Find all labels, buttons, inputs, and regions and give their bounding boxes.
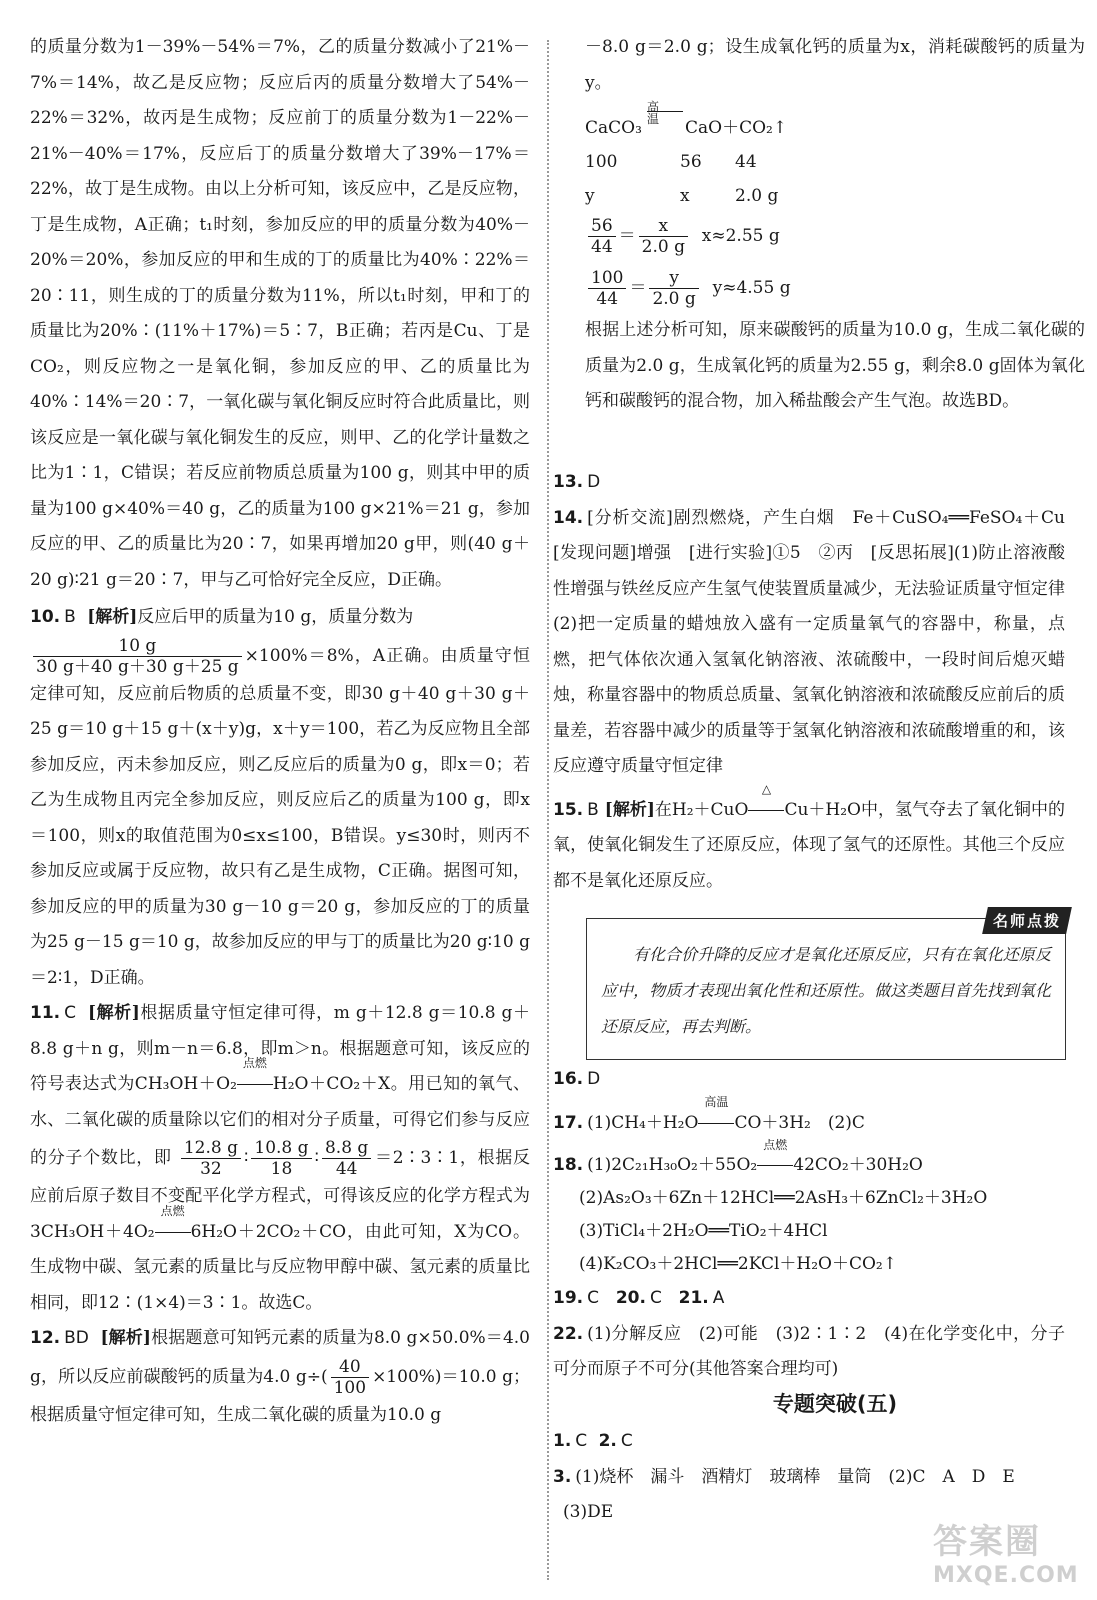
frac-den: 2.0 g [652, 289, 696, 309]
q14-text: [分析交流]剧烈燃烧，产生白烟 Fe＋CuSO₄══FeSO₄＋Cu [发现问题]增强 [进行实验]①5 ②丙 [反思拓展](1)防止溶液酸性增强与铁丝反应产生氢气使装置质量减少，无法验证质量守恒定律 (2)把一定质量的蜡烛放入盛有一定质量氧气的容器中，称量，点燃，把气体依次通入氢氧化钠溶液、浓硫酸中，一段时间后熄灭蜡烛，称量容器中的物质总质量、氢氧化钠溶液和浓硫酸反应前后的质量差，若容器中减少的质量等于氢氧化钠溶液和浓硫酸增重的和，该反应遵守质量守恒定律 [553, 507, 1082, 776]
q20-choice: C [649, 1288, 662, 1308]
s3-text-b: (3)DE [563, 1502, 614, 1522]
q17-number: 17. [553, 1112, 584, 1133]
reaction-condition: 点燃 [242, 1056, 267, 1070]
q19-choice: C [587, 1288, 599, 1308]
q18-2: (2)As₂O₃＋6Zn＋12HCl══2AsH₃＋6ZnCl₂＋3H₂O [579, 1188, 988, 1208]
watermark-top: 答案圈 [933, 1522, 1041, 1562]
q9-analysis-continued: 的质量分数为1－39%－54%＝7%，乙的质量分数减小了21%－7%＝14%，故乙是反应物；反应后丙的质量分数增大了54%－22%＝32%，故丙是生成物；反应前丁的质量分数为1－22%－21%－40%＝17%，反应后丁的质量分数增大了39%－17%＝22%，故丁是生成物。由以上分析可知，该反应中，乙是反应物，丁是生成物，A正确；t₁时刻，参加反应的甲的质量分数为40%－20%＝20%，参加反应的甲和生成的丁的质量比为40%∶22%＝20∶11，则生成的丁的质量分数为11%，所以t₁时刻，甲和丁的质量比为20%∶(11%＋17%)＝5∶7，B正确；若丙是Cu、丁是CO₂，则反应物之一是氧化铜，参加反应的甲、乙的质量比为40%∶14%＝20∶7，一氧化碳与氧化铜反应时符合此质量比，则该反应是一氧化碳与氧化铜发生的反应，则甲、乙的化学计量数之比为1∶1，C错误；若反应前物质总质量为100 g，则其中甲的质量为100 g×40%＝40 g，乙的质量为100 g×21%＝21 g，参加反应的甲、乙的质量比为20∶7，如果再增加20 g甲，则(40 g＋20 g)∶21 g＝20∶7，甲与乙可恰好完全反应，D正确。 [30, 37, 530, 590]
calc-row-masses [585, 145, 1085, 179]
teacher-tip-box [586, 912, 1066, 1060]
reaction-condition: 点燃 [160, 1203, 185, 1218]
frac-den: 44 [335, 1159, 358, 1179]
frac-num: y [649, 268, 698, 289]
reaction-arrow [748, 781, 784, 829]
reaction-condition: 高温 [704, 1094, 729, 1109]
eq-reactant: CaCO₃ [585, 118, 642, 138]
reaction-arrow [237, 1056, 273, 1103]
frac-den: 44 [591, 237, 613, 257]
s2-choice: C [620, 1431, 633, 1451]
s3-number: 3. [553, 1466, 572, 1487]
q10-fraction [33, 636, 242, 677]
watermark-bottom: MXQE.COM [933, 1563, 1079, 1588]
s3-text-a: (1)烧杯 漏斗 酒精灯 玻璃棒 量筒 (2)C A D E [575, 1466, 1015, 1487]
reaction-condition: △ [761, 781, 772, 796]
q14-answer [553, 501, 1082, 785]
q18-number: 18. [553, 1155, 584, 1175]
reaction-arrow [757, 1138, 793, 1182]
calc-cell: 2.0 g [735, 186, 779, 206]
q22-number: 22. [553, 1323, 584, 1344]
q12-text-b: ×100%)＝10.0 g；根据质量守恒定律可知，生成二氧化碳的质量为10.0 g [30, 1366, 530, 1425]
q16-number: 16. [553, 1069, 584, 1089]
q12-answer [30, 1321, 530, 1433]
q17-text-b: CO＋3H₂ (2)C [734, 1112, 865, 1133]
right-answers-block-2 [553, 1062, 1065, 1388]
q11-text-a: 根据质量守恒定律可得，m g＋12.8 g＝10.8 g＋8.8 g＋n g，则m－n＝6.8，即m＞n。根据题意可知，该反应的符号表达式为CH₃OH＋O₂ [30, 1003, 531, 1094]
q11-text-b: H₂O＋CO₂＋X。用已知的氧气、水、二氧化碳的质量除以它们的相对分子质量，可得它们参与反应的分子个数比，即 [30, 1074, 530, 1168]
frac-den: 18 [270, 1159, 293, 1179]
frac-den: 44 [596, 289, 619, 309]
q20-number: 20. [615, 1288, 646, 1308]
q12-number: 12. [30, 1328, 61, 1348]
q16-answer [553, 1062, 1065, 1098]
q18-1a: (1)2C₂₁H₃₀O₂＋55O₂ [587, 1155, 758, 1175]
calc-cell: x [680, 186, 690, 206]
q22-text: (1)分解反应 (2)可能 (3)2∶1∶2 (4)在化学变化中，分子可分而原子不可分(其他答案合理均可) [553, 1323, 1065, 1379]
q15-choice: B [587, 799, 599, 820]
frac-num: 56 [588, 216, 616, 237]
q11-frac-3 [322, 1138, 371, 1179]
q15-text-a: 在H₂＋CuO [654, 799, 749, 820]
q16-choice: D [587, 1069, 601, 1089]
q15-text-b: Cu＋H₂O中，氢气夺去了氧化铜中的氧，使氧化铜发生了还原反应，体现了氢气的还原性。其他三个反应都不是氧化还原反应。 [553, 799, 1065, 891]
section-title: 专题突破(五) [772, 1392, 898, 1416]
q12-conclusion: 根据上述分析可知，原来碳酸钙的质量为10.0 g，生成二氧化碳的质量为2.0 g，生成氧化钙的质量为2.55 g，剩余8.0 g固体为氧化钙和碳酸钙的混合物，加入稀盐酸会产生气泡。故选BD。 [585, 320, 1085, 411]
q14-number: 14. [553, 507, 584, 528]
q18-answer [553, 1138, 1065, 1281]
q11-text-c: ＝2∶3∶1，根据反应前后原子数目不变配平化学方程式，可得该反应的化学方程式为3CH₃OH＋4O₂ [30, 1148, 531, 1242]
calc-equation: CaCO₃ 高温 CaO＋CO₂↑ [585, 111, 1085, 145]
calc-cell: 44 [735, 152, 757, 172]
calc-proportion-2: $\frac{100}{44}$ ＝ $\frac{y}{2.0 g}$ y≈4.55 g [585, 263, 1085, 313]
q11-frac-2 [251, 1138, 311, 1179]
s1-number: 1. [553, 1431, 572, 1451]
q10-answer [30, 600, 530, 996]
q12-analysis-tag: [解析] [100, 1328, 151, 1348]
calc-cell: 56 [680, 152, 702, 172]
q10-choice: B [64, 607, 76, 627]
fraction [588, 216, 616, 257]
q12-continued: －8.0 g＝2.0 g；设生成氧化钙的质量为x，消耗碳酸钙的质量为y。 [585, 37, 1085, 93]
frac-num: 40 [331, 1357, 369, 1378]
frac-num: 10.8 g [251, 1138, 311, 1159]
q21-number: 21. [678, 1288, 709, 1308]
fraction [639, 216, 688, 257]
q19-21-answers [553, 1281, 1065, 1317]
frac-den: 100 [333, 1377, 367, 1398]
q17-answer [553, 1094, 1065, 1142]
calc-row-unknowns [585, 179, 1085, 213]
q17-text-a: (1)CH₄＋H₂O [587, 1112, 699, 1133]
q12-choice: BD [64, 1328, 89, 1348]
frac-num: 12.8 g [181, 1138, 241, 1159]
tip-badge [982, 907, 1072, 934]
s2-number: 2. [598, 1431, 617, 1451]
q10-analysis-tag: [解析] [87, 607, 138, 627]
frac-num: x [639, 216, 688, 237]
q10-text-b: ×100%＝8%，A正确。由质量守恒定律可知，反应前后物质的总质量不变，即30 g＋40 g＋30 g＋25 g＝10 g＋15 g＋(x＋y)g，x＋y＝100，若乙为反应物且全部参加反应，丙未参加反应，则乙反应后的质量为0 g，即x＝0；若乙为生成物且丙完全参加反应，则反应后乙的质量为100 g，即x＝100，则x的取值范围为0≤x≤100，B错误。y≤30时，则丙不参加反应或属于反应物，故只有乙是生成物，C正确。据图可知，参加反应的甲的质量为30 g－10 g＝20 g，参加反应的丁的质量为25 g－15 g＝10 g，故参加反应的甲与丁的质量比为20 g∶10 g＝2∶1，D正确。 [30, 645, 531, 988]
calc-result: y≈4.55 g [712, 278, 791, 298]
q11-analysis-tag: [解析] [87, 1003, 140, 1023]
fraction [588, 268, 626, 309]
frac-num: 100 [588, 268, 626, 289]
q11-frac-1 [181, 1138, 241, 1179]
s1-choice: C [575, 1431, 588, 1451]
right-answers-block [553, 465, 1082, 899]
q18-1b: 42CO₂＋30H₂O [793, 1155, 923, 1175]
eq-products: CaO＋CO₂↑ [685, 118, 788, 138]
reaction-arrow [155, 1203, 191, 1251]
q15-number: 15. [553, 799, 584, 820]
q21-choice: A [712, 1288, 725, 1308]
fraction [649, 268, 698, 309]
calc-cell: y [585, 186, 595, 206]
tip-text: 有化合价升降的反应才是氧化还原反应，只有在氧化还原反应中，物质才表现出氧化性和还原性。做这类题目首先找到氧化还原反应，再去判断。 [601, 945, 1051, 1036]
frac-den: 32 [200, 1159, 222, 1179]
site-watermark [933, 1514, 1083, 1594]
q11-text-d: 6H₂O＋2CO₂＋CO，由此可知，X为CO。生成物中碳、氢元素的质量比与反应物甲醇中碳、氢元素的质量比相同，即12∶(1×4)＝3∶1。故选C。 [30, 1221, 530, 1313]
q13-answer [553, 465, 1065, 501]
q18-4: (4)K₂CO₃＋2HCl══2KCl＋H₂O＋CO₂↑ [579, 1254, 897, 1274]
frac-den: 2.0 g [641, 237, 685, 257]
left-column [30, 30, 530, 1433]
q10-frac-num: 10 g [33, 636, 242, 657]
q11-number: 11. [30, 1003, 61, 1023]
q11-choice: C [64, 1003, 76, 1023]
right-column [585, 30, 1085, 420]
q18-3: (3)TiCl₄＋2H₂O══TiO₂＋4HCl [579, 1221, 828, 1241]
q13-number: 13. [553, 472, 584, 492]
q11-answer: 11. C [解析]根据质量守恒定律可得，m g＋12.8 g＝10.8 g＋8.8 g＋n g，则m－n＝6.8，即m＞n。根据题意可知，该反应的符号表达式为CH₃OH＋O₂ 点燃 H₂O＋CO₂＋X。用已知的氧气、水、二氧化碳的质量除以它们的相对分子质量，可得它们参与反应的分子个数比，即 $\frac{12.8 g}{32}$ ∶ $\frac{10.8 g}{18}$ ∶ $\frac{8.8 g}{44}$ ＝2∶3∶1，根据反应前后原子数目不变配平化学方程式，可得该反应的化学方程式为3CH₃OH＋4O₂ 点燃 6H₂O＋2CO₂＋CO，由此可知，X为CO。生成物中碳、氢元素的质量比与反应物甲醇中碳、氢元素的质量比相同，即12∶(1×4)＝3∶1。故选C。 [30, 1003, 531, 1313]
frac-num: 8.8 g [322, 1138, 371, 1159]
s1-s2-answers [553, 1424, 1065, 1460]
q12-text-a: 根据题意可知钙元素的质量为8.0 g×50.0%＝4.0 g，所以反应前碳酸钙的质量为4.0 g÷( [30, 1328, 530, 1387]
reaction-arrow [698, 1094, 734, 1142]
calc-proportion-1: $\frac{56}{44}$ ＝ $\frac{x}{2.0 g}$ x≈2.55 g [585, 213, 1085, 259]
q12-fraction [331, 1357, 369, 1398]
calc-result: x≈2.55 g [701, 226, 780, 246]
q10-frac-den: 30 g＋40 g＋30 g＋25 g [36, 656, 239, 677]
tip-badge-label: 名师点拨 [992, 912, 1061, 930]
q22-answer [553, 1317, 1065, 1388]
q10-text-a: 反应后甲的质量为10 g，质量分数为 [137, 607, 414, 627]
q19-number: 19. [553, 1288, 584, 1308]
calc-cell: 100 [585, 152, 618, 172]
reaction-condition: 点燃 [763, 1138, 788, 1152]
q15-answer [553, 781, 1065, 900]
q13-choice: D [587, 472, 601, 492]
q15-analysis-tag: [解析] [604, 799, 655, 820]
q10-number: 10. [30, 607, 61, 627]
column-divider [547, 40, 549, 1580]
